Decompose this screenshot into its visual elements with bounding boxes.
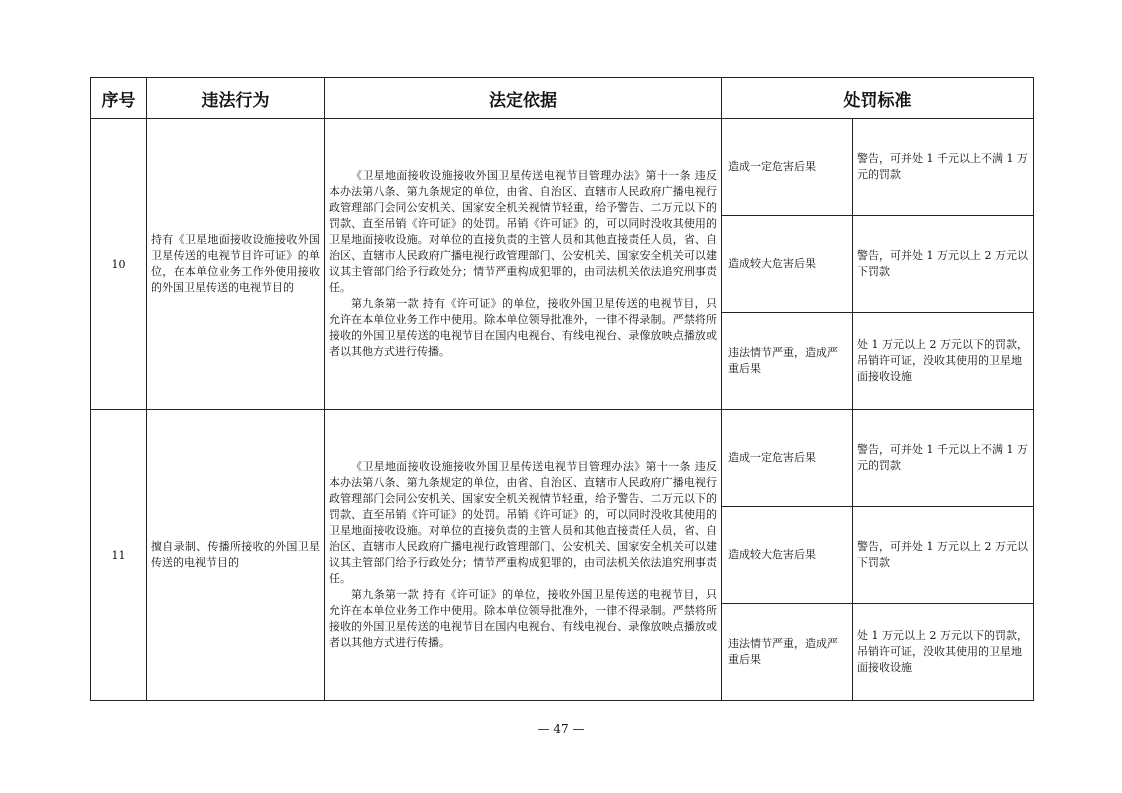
table-row	[91, 119, 1034, 216]
header-row	[91, 78, 1034, 119]
circumstance: 违法情节严重，造成严重后果	[722, 313, 853, 410]
penalty-standard: 处 1 万元以上 2 万元以下的罚款，吊销许可证，没收其使用的卫星地面接收设施	[853, 604, 1034, 701]
penalty-table	[90, 77, 1034, 701]
row-number: 11	[91, 410, 147, 701]
penalty-standard: 处 1 万元以上 2 万元以下的罚款，吊销许可证，没收其使用的卫星地面接收设施	[853, 313, 1034, 410]
header-basis: 法定依据	[325, 78, 722, 119]
penalty-standard: 警告，可并处 1 万元以上 2 万元以下罚款	[853, 507, 1034, 604]
legal-basis-paragraph: 《卫星地面接收设施接收外国卫星传送电视节目管理办法》第十一条 违反本办法第八条、第九条规定的单位，由省、自治区、直辖市人民政府广播电视行政管理部门会同公安机关、国家安全机关视情节轻重，给予警告、二万元以下的罚款、直至吊销《许可证》的处罚。吊销《许可证》的，可以同时没收其使用的卫星地面接收设施。对单位的直接负责的主管人员和其他直接责任人员，省、自治区、直辖市人民政府广播电视行政管理部门、公安机关、国家安全机关可以建议其主管部门给予行政处分；情节严重构成犯罪的，由司法机关依法追究刑事责任。	[329, 460, 717, 585]
circumstance: 造成一定危害后果	[722, 119, 853, 216]
legal-basis-paragraph: 《卫星地面接收设施接收外国卫星传送电视节目管理办法》第十一条 违反本办法第八条、第九条规定的单位，由省、自治区、直辖市人民政府广播电视行政管理部门会同公安机关、国家安全机关视情节轻重，给予警告、二万元以下的罚款、直至吊销《许可证》的处罚。吊销《许可证》的，可以同时没收其使用的卫星地面接收设施。对单位的直接负责的主管人员和其他直接责任人员，省、自治区、直辖市人民政府广播电视行政管理部门、公安机关、国家安全机关可以建议其主管部门给予行政处分；情节严重构成犯罪的，由司法机关依法追究刑事责任。	[329, 169, 717, 294]
row-number: 10	[91, 119, 147, 410]
legal-basis	[325, 119, 722, 410]
penalty-standard: 警告，可并处 1 千元以上不满 1 万元的罚款	[853, 410, 1034, 507]
header-no: 序号	[91, 78, 147, 119]
violation-act: 擅自录制、传播所接收的外国卫星传送的电视节目的	[147, 410, 325, 701]
legal-basis-paragraph: 第九条第一款 持有《许可证》的单位，接收外国卫星传送的电视节目，只允许在本单位业务工作中使用。除本单位领导批准外，一律不得录制。严禁将所接收的外国卫星传送的电视节目在国内电视台、有线电视台、录像放映点播放或者以其他方式进行传播。	[329, 588, 717, 649]
legal-basis-paragraph: 第九条第一款 持有《许可证》的单位，接收外国卫星传送的电视节目，只允许在本单位业务工作中使用。除本单位领导批准外，一律不得录制。严禁将所接收的外国卫星传送的电视节目在国内电视台、有线电视台、录像放映点播放或者以其他方式进行传播。	[329, 297, 717, 358]
circumstance: 造成较大危害后果	[722, 507, 853, 604]
header-penalty: 处罚标准	[722, 78, 1034, 119]
violation-act: 持有《卫星地面接收设施接收外国卫星传送的电视节目许可证》的单位，在本单位业务工作外使用接收的外国卫星传送的电视节目的	[147, 119, 325, 410]
legal-basis	[325, 410, 722, 701]
circumstance: 造成较大危害后果	[722, 216, 853, 313]
penalty-standard: 警告，可并处 1 万元以上 2 万元以下罚款	[853, 216, 1034, 313]
page-number: — 47 —	[537, 722, 585, 736]
penalty-standard: 警告，可并处 1 千元以上不满 1 万元的罚款	[853, 119, 1034, 216]
circumstance: 违法情节严重，造成严重后果	[722, 604, 853, 701]
table-row	[91, 410, 1034, 507]
circumstance: 造成一定危害后果	[722, 410, 853, 507]
header-act: 违法行为	[147, 78, 325, 119]
